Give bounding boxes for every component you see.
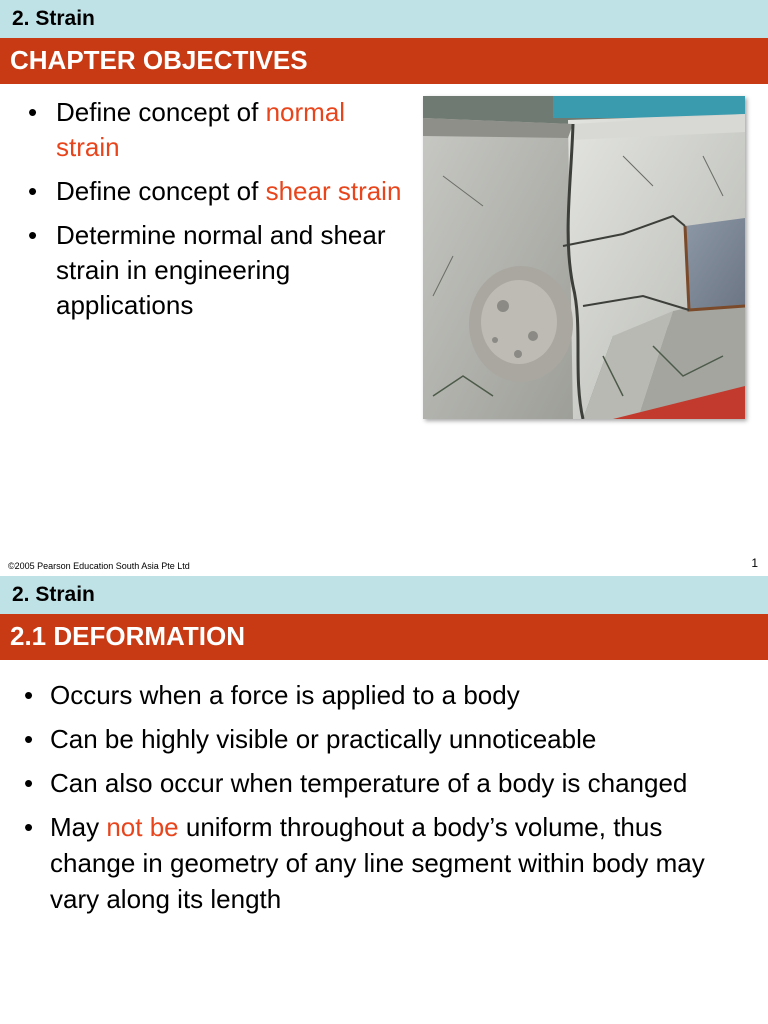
- bullet-item: • Determine normal and shear strain in engineering applications: [28, 218, 408, 323]
- bullet-item: • Occurs when a force is applied to a body: [24, 677, 744, 713]
- slide-2-title-bar: [0, 614, 768, 660]
- bullet-item: • Define concept of shear strain: [28, 174, 408, 209]
- bullet-item: • Define concept of normal strain: [28, 95, 408, 165]
- slide-1-header-bar: [0, 0, 768, 38]
- slide-2-bullet-list: [24, 677, 744, 925]
- copyright-footer: ©2005 Pearson Education South Asia Pte Ltd: [8, 561, 190, 571]
- slide-1-title-bar: [0, 38, 768, 84]
- slide-1-header-text: 2. Strain: [12, 7, 95, 30]
- slide-2-title: 2.1 DEFORMATION: [10, 621, 245, 651]
- bullet-item: • Can be highly visible or practically unnoticeable: [24, 721, 744, 757]
- slide-2-header-bar: [0, 576, 768, 614]
- slide-2-header-text: 2. Strain: [12, 583, 95, 606]
- cracked-concrete-photo: [423, 96, 745, 419]
- bullet-item: • Can also occur when temperature of a body is changed: [24, 765, 744, 801]
- bullet-item: • May not be uniform throughout a body’s volume, thus change in geometry of any line segment within body may vary along its length: [24, 809, 744, 917]
- slide-1-bullet-list: [28, 95, 408, 332]
- page-number: 1: [751, 556, 758, 570]
- slide-1-title: CHAPTER OBJECTIVES: [10, 45, 308, 75]
